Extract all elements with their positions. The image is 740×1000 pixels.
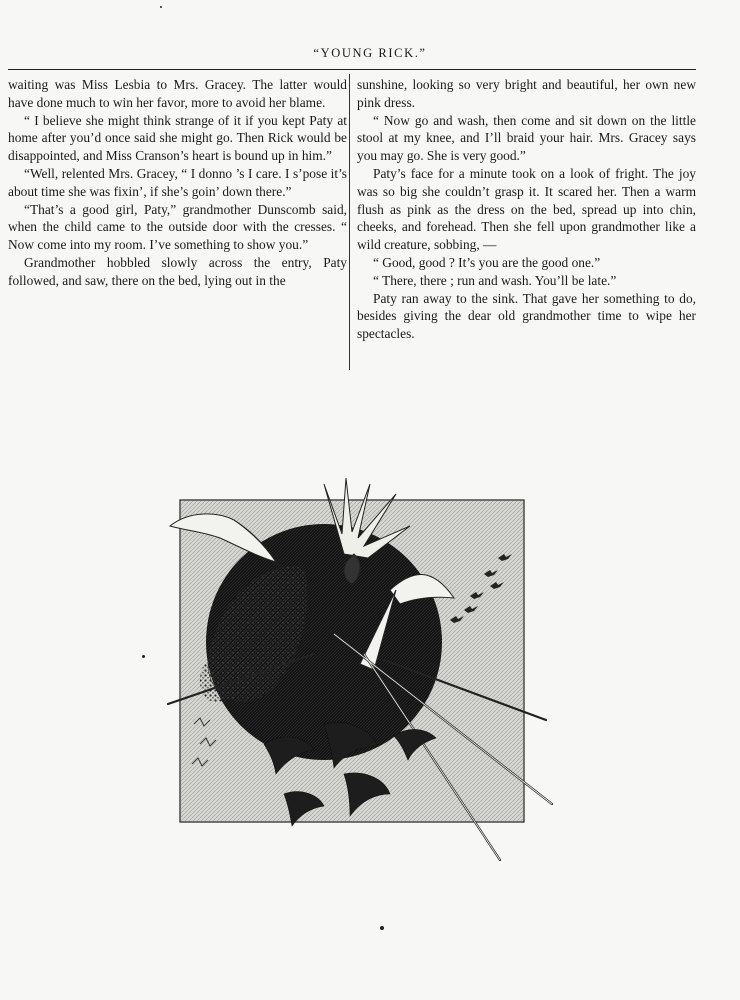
- paragraph: Grandmother hobbled slowly across the entry, Paty followed, and saw, there on the bed, lying out in the: [8, 254, 347, 288]
- paragraph: “Well, relented Mrs. Gracey, “ I donno ’s I care. I s’pose it’s about time she was fixin’, if she’s goin’ down there.”: [8, 165, 347, 199]
- paragraph: sunshine, looking so very bright and beautiful, her own new pink dress.: [357, 77, 696, 110]
- ink-speck: [160, 6, 162, 8]
- paragraph: Paty ran away to the sink. That gave her something to do, besides giving the dear old grandmother time to wipe her spectacles.: [357, 290, 696, 342]
- paragraph: “ Good, good ? It’s you are the good one.”: [373, 254, 601, 270]
- running-head: “YOUNG RICK.”: [313, 46, 427, 60]
- paragraph: “That’s a good girl, Paty,” grandmother Dunscomb said, when the child came to the outside door with the cresses. “ Now come into my room. I’ve something to show you.”: [8, 201, 347, 253]
- paragraph: “ I believe she might think strange of it if you kept Paty at home after you’d once said she might go. Then Rick would be disappointed, and Miss Cranson’s heart is bound up in him.”: [8, 112, 347, 164]
- paragraph: waiting was Miss Lesbia to Mrs. Gracey. The latter would have done much to win her favor, more to avoid her blame.: [8, 77, 347, 110]
- header-rule: [8, 69, 696, 70]
- paragraph: “ There, there ; run and wash. You’ll be late.”: [373, 272, 617, 288]
- left-column: [8, 76, 347, 290]
- ink-speck: [380, 926, 384, 930]
- engraving-illustration: [164, 474, 564, 864]
- paragraph: “ Now go and wash, then come and sit down on the little stool at my knee, and I’ll braid your hair. Mrs. Gracey says you may go. She is very good.”: [357, 112, 696, 164]
- ink-speck: [142, 655, 145, 658]
- column-divider: [349, 74, 350, 370]
- right-column: [357, 76, 696, 343]
- paragraph: Paty’s face for a minute took on a look of fright. The joy was so big she couldn’t grasp it. It scared her. Then a warm flush as pink as the dress on the bed, spread up into chin, cheeks, and forehead. Then she fell upon grandmother like a wild creature, sobbing, —: [357, 165, 696, 253]
